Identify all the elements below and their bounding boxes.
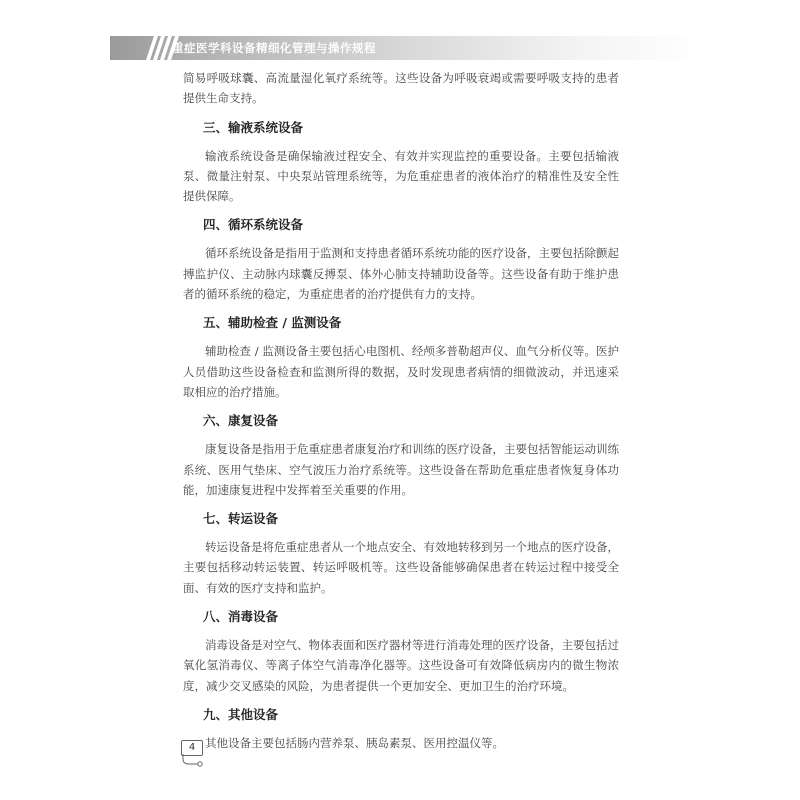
section-paragraph-transport: 转运设备是将危重症患者从一个地点安全、有效地转移到另一个地点的医疗设备，主要包括移动转运装置、转运呼吸机等。这些设备能够确保患者在转运过程中接受全面、有效的医疗支持和监护。 xyxy=(183,540,619,595)
section-heading-infusion: 三、输液系统设备 xyxy=(203,119,304,135)
section-paragraph-circulation: 循环系统设备是指用于监测和支持患者循环系统功能的医疗设备，主要包括除颤起搏监护仪、主动脉内球囊反搏泵、体外心肺支持辅助设备等。这些设备有助于维护患者的循环系统的稳定，为重症患者的治疗提供有力的支持。 xyxy=(183,246,619,302)
section-heading-circulation: 四、循环系统设备 xyxy=(203,217,304,233)
section-paragraph-monitoring: 辅助检查 / 监测设备主要包括心电图机、经颅多普勒超声仪、血气分析仪等。医护人员借助这些设备检查和监测所得的数据，及时发现患者病情的细微波动，并迅速采取相应的治疗措施。 xyxy=(183,344,619,399)
section-paragraph-rehabilitation: 康复设备是指用于危重症患者康复治疗和训练的医疗设备，主要包括智能运动训练系统、医用气垫床、空气波压力治疗系统等。这些设备在帮助危重症患者恢复身体功能，加速康复进程中发挥着至关重要的作用。 xyxy=(183,442,619,497)
section-heading-other: 九、其他设备 xyxy=(203,706,279,722)
section-heading-disinfection: 八、消毒设备 xyxy=(203,609,279,625)
page-number: 4 xyxy=(181,740,203,756)
stethoscope-icon xyxy=(180,754,206,768)
page-body xyxy=(183,68,619,753)
section-paragraph-infusion: 输液系统设备是确保输液过程安全、有效并实现监控的重要设备。主要包括输液泵、微量注射泵、中央泵站管理系统等，为危重症患者的液体治疗的精准性及安全性提供保障。 xyxy=(183,148,619,204)
section-heading-transport: 七、转运设备 xyxy=(203,511,279,527)
section-heading-monitoring: 五、辅助检查 / 监测设备 xyxy=(203,315,342,331)
section-paragraph-disinfection: 消毒设备是对空气、物体表面和医疗器材等进行消毒处理的医疗设备，主要包括过氧化氢消毒仪、等离子体空气消毒净化器等。这些设备可有效降低病房内的微生物浓度，减少交叉感染的风险，为患者提供一个更加安全、更加卫生的治疗环境。 xyxy=(183,638,619,693)
section-paragraph-other: 其他设备主要包括肠内营养泵、胰岛素泵、医用控温仪等。 xyxy=(205,735,504,750)
running-header-title: 重症医学科设备精细化管理与操作规程 xyxy=(172,41,376,55)
section-heading-rehabilitation: 六、康复设备 xyxy=(203,413,279,429)
continued-paragraph: 简易呼吸球囊、高流量湿化氧疗系统等。这些设备为呼吸衰竭或需要呼吸支持的患者提供生命支持。 xyxy=(183,71,619,106)
